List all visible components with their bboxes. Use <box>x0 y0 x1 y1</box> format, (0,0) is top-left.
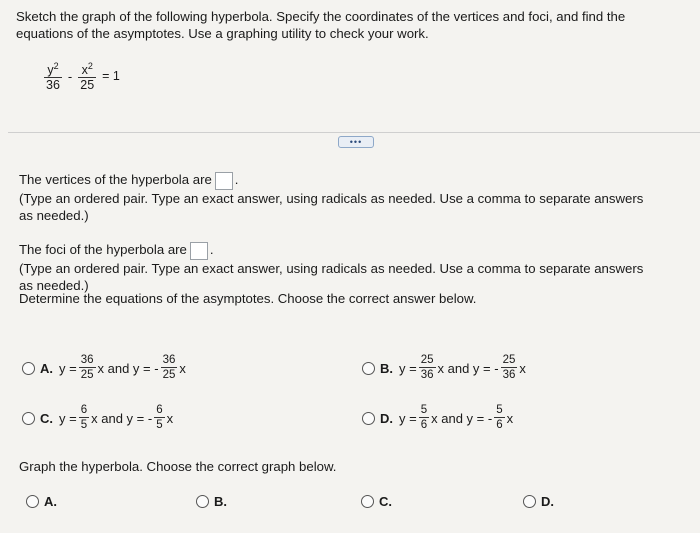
option-letter: A. <box>40 360 53 376</box>
graph-option-label: B. <box>214 494 227 509</box>
fraction-numerator: 25 <box>420 354 434 366</box>
foci-hint-line-2: as needed.) <box>19 277 89 293</box>
term2-variable: x <box>81 63 88 78</box>
fraction-numerator: 36 <box>162 354 176 366</box>
more-button[interactable]: ••• <box>338 136 374 148</box>
fraction-numerator: 6 <box>156 404 163 416</box>
foci-prompt: The foci of the hyperbola are <box>19 242 187 257</box>
fraction-numerator: 5 <box>420 404 428 416</box>
equation-term-1 <box>44 60 62 92</box>
radio-button[interactable] <box>196 495 209 508</box>
radio-button[interactable] <box>523 495 536 508</box>
radio-button-a[interactable] <box>22 362 35 375</box>
graph-option-a[interactable] <box>26 494 57 509</box>
asymptote-option-a[interactable] <box>22 354 186 382</box>
problem-line-1: Sketch the graph of the following hyperbola. Specify the coordinates of the vertices and foci, and find the <box>16 9 626 24</box>
option-lhs: y = <box>399 360 417 376</box>
hyperbola-equation <box>44 60 120 92</box>
term1-exponent: 2 <box>53 61 59 71</box>
option-middle: x and y = - <box>91 410 153 426</box>
equation-minus: - <box>67 68 73 84</box>
radio-button-c[interactable] <box>22 412 35 425</box>
option-middle: x and y = - <box>97 360 159 376</box>
term2-denominator: 25 <box>80 78 95 93</box>
foci-hint-line-1: (Type an ordered pair. Type an exact answer, using radicals as needed. Use a comma to separate answers <box>19 260 644 276</box>
fraction-denominator: 25 <box>80 369 94 381</box>
fraction-denominator: 5 <box>156 419 163 431</box>
fraction-numerator: 6 <box>80 404 88 416</box>
asymptote-option-d[interactable] <box>362 404 513 432</box>
fraction-denominator: 25 <box>162 369 176 381</box>
fraction-denominator: 36 <box>502 369 516 381</box>
graph-option-d[interactable] <box>523 494 554 509</box>
option-tail: x <box>506 410 514 426</box>
fraction-denominator: 5 <box>80 419 88 431</box>
fraction-denominator: 6 <box>496 419 503 431</box>
graph-option-label: A. <box>44 494 57 509</box>
foci-question: The foci of the hyperbola are . (Type an ordered pair. Type an exact answer, using radicals as needed. Use a comma to separate answers as needed.) <box>19 242 644 293</box>
vertices-hint-line-2: as needed.) <box>19 207 89 223</box>
radio-button[interactable] <box>26 495 39 508</box>
fraction-numerator: 36 <box>80 354 94 366</box>
option-lhs: y = <box>59 360 77 376</box>
asymptote-option-c[interactable] <box>22 404 173 432</box>
option-lhs: y = <box>59 410 77 426</box>
fraction-denominator: 36 <box>420 369 434 381</box>
term1-denominator: 36 <box>46 78 60 93</box>
radio-button-b[interactable] <box>362 362 375 375</box>
vertices-answer-input[interactable] <box>215 172 233 190</box>
fraction-numerator: 5 <box>496 404 503 416</box>
vertices-hint-line-1: (Type an ordered pair. Type an exact answer, using radicals as needed. Use a comma to separate answers <box>19 190 644 206</box>
radio-button[interactable] <box>361 495 374 508</box>
vertices-prompt: The vertices of the hyperbola are <box>19 172 212 187</box>
foci-answer-input[interactable] <box>190 242 208 260</box>
fraction-numerator: 25 <box>502 354 516 366</box>
asymptotes-prompt: Determine the equations of the asymptotes. Choose the correct answer below. <box>19 291 477 306</box>
option-tail: x <box>519 360 526 376</box>
option-letter: B. <box>380 360 393 376</box>
option-tail: x <box>166 410 174 426</box>
term2-exponent: 2 <box>87 61 93 71</box>
option-middle: x and y = - <box>437 360 499 376</box>
problem-line-2: equations of the asymptotes. Use a graphing utility to check your work. <box>16 26 429 41</box>
problem-statement <box>16 8 700 42</box>
option-letter: C. <box>40 410 53 426</box>
term1-variable: y <box>47 63 54 78</box>
option-tail: x <box>179 360 186 376</box>
graph-option-label: D. <box>541 494 554 509</box>
fraction-denominator: 6 <box>420 419 428 431</box>
vertices-question: The vertices of the hyperbola are . (Type an ordered pair. Type an exact answer, using radicals as needed. Use a comma to separate answers as needed.) <box>19 172 644 223</box>
graph-option-b[interactable] <box>196 494 227 509</box>
option-lhs: y = <box>399 410 417 426</box>
equation-term-2 <box>78 60 96 92</box>
equation-rhs: = 1 <box>102 69 120 84</box>
asymptote-option-b[interactable] <box>362 354 526 382</box>
option-letter: D. <box>380 410 393 426</box>
graph-option-c[interactable] <box>361 494 392 509</box>
section-divider <box>8 132 700 133</box>
radio-button-d[interactable] <box>362 412 375 425</box>
option-middle: x and y = - <box>431 410 493 426</box>
graph-option-label: C. <box>379 494 392 509</box>
graph-prompt: Graph the hyperbola. Choose the correct graph below. <box>19 459 337 474</box>
